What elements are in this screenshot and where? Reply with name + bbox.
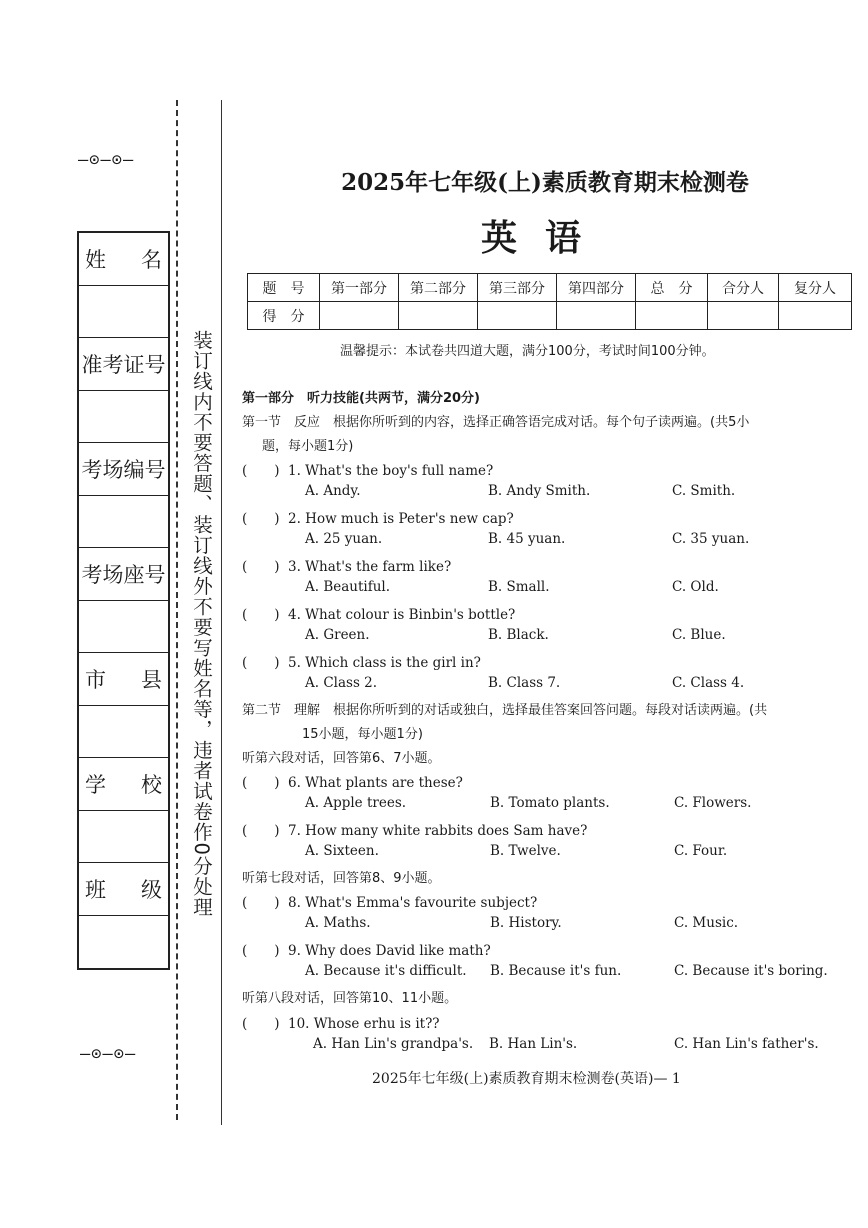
option-a: A. 25 yuan.	[305, 531, 383, 547]
option-a: A. Beautiful.	[305, 579, 391, 595]
option-c: C. Music.	[674, 915, 739, 931]
option-c: C. Class 4.	[672, 675, 745, 691]
option-c: C. Flowers.	[674, 795, 752, 811]
question-3: ( ) 3. What's the farm like?	[242, 555, 451, 575]
option-a: A. Maths.	[305, 915, 371, 931]
option-a: A. Apple trees.	[305, 795, 407, 811]
question-1: ( ) 1. What's the boy's full name?	[242, 459, 493, 479]
option-a: A. Because it's difficult.	[305, 963, 467, 979]
answer-bracket[interactable]: ( )	[242, 823, 280, 839]
score-cell-part2[interactable]	[399, 302, 478, 330]
question-4: ( ) 4. What colour is Binbin's bottle?	[242, 603, 515, 623]
name-label: 姓 名	[79, 233, 168, 286]
question-10: ( ) 10. Whose erhu is it??	[242, 1012, 440, 1032]
seat-no-label: 考场座号	[79, 548, 168, 601]
score-cell-part4[interactable]	[557, 302, 636, 330]
room-no-label: 考场编号	[79, 443, 168, 496]
score-table	[247, 273, 852, 330]
option-c: C. Four.	[674, 843, 728, 859]
score-table-cell: 总 分	[636, 274, 708, 302]
city-county-label: 市 县	[79, 653, 168, 706]
subject-title: 英语	[480, 217, 609, 259]
option-a: A. Class 2.	[305, 675, 378, 691]
decorative-divider-top: —⊙—⊙—	[78, 150, 135, 170]
score-table-cell: 第三部分	[478, 274, 557, 302]
answer-bracket[interactable]: ( )	[242, 943, 280, 959]
binding-solid-line	[221, 100, 222, 1125]
score-table-score-row	[248, 302, 852, 330]
student-info-box	[77, 231, 170, 970]
exam-tip: 温馨提示：本试卷共四道大题，满分100分，考试时间100分钟。	[340, 344, 715, 359]
dialog-8-instruction: 听第八段对话，回答第10、11小题。	[242, 991, 458, 1006]
question-6: ( ) 6. What plants are these?	[242, 771, 463, 791]
section2-instructions: 第二节 理解 根据你所听到的对话或独白，选择最佳答案回答问题。每段对话读两遍。(共	[242, 703, 768, 718]
option-c: C. Han Lin's father's.	[674, 1036, 819, 1052]
decorative-divider-bottom: —⊙—⊙—	[80, 1044, 137, 1064]
exam-id-field[interactable]	[79, 391, 168, 444]
part1-title: 第一部分 听力技能(共两节，满分20分)	[242, 391, 480, 406]
option-c: C. Blue.	[672, 627, 726, 643]
option-b: B. Class 7.	[488, 675, 561, 691]
score-row-label: 得 分	[248, 302, 320, 330]
answer-bracket[interactable]: ( )	[242, 559, 280, 575]
option-c: C. Smith.	[672, 483, 736, 499]
score-table-cell: 第二部分	[399, 274, 478, 302]
answer-bracket[interactable]: ( )	[242, 895, 280, 911]
binding-notice: 装订线内不要答题、装订线外不要写姓名等，违者试卷作0分处理	[190, 330, 213, 918]
score-cell-total[interactable]	[636, 302, 708, 330]
question-9: ( ) 9. Why does David like math?	[242, 939, 491, 959]
option-b: B. Small.	[488, 579, 550, 595]
answer-bracket[interactable]: ( )	[242, 775, 280, 791]
dialog-6-instruction: 听第六段对话，回答第6、7小题。	[242, 751, 441, 766]
answer-bracket[interactable]: ( )	[242, 511, 280, 527]
question-2: ( ) 2. How much is Peter's new cap?	[242, 507, 514, 527]
score-table-cell: 第四部分	[557, 274, 636, 302]
school-field[interactable]	[79, 811, 168, 864]
name-field[interactable]	[79, 286, 168, 339]
binding-dashed-line	[176, 100, 178, 1120]
option-b: B. Because it's fun.	[490, 963, 622, 979]
class-label: 班 级	[79, 863, 168, 916]
seat-no-field[interactable]	[79, 601, 168, 654]
dialog-7-instruction: 听第七段对话，回答第8、9小题。	[242, 871, 441, 886]
answer-bracket[interactable]: ( )	[242, 463, 280, 479]
answer-bracket[interactable]: ( )	[242, 655, 280, 671]
answer-bracket[interactable]: ( )	[242, 1016, 280, 1032]
answer-bracket[interactable]: ( )	[242, 607, 280, 623]
question-8: ( ) 8. What's Emma's favourite subject?	[242, 891, 537, 911]
score-table-cell: 合分人	[708, 274, 779, 302]
section2-instructions-cont: 15小题，每小题1分)	[302, 727, 423, 742]
exam-id-label: 准考证号	[79, 338, 168, 391]
option-b: B. Black.	[488, 627, 549, 643]
option-c: C. 35 yuan.	[672, 531, 750, 547]
option-a: A. Han Lin's grandpa's.	[313, 1036, 474, 1052]
score-table-header-row	[248, 274, 852, 302]
option-c: C. Old.	[672, 579, 719, 595]
option-a: A. Sixteen.	[305, 843, 379, 859]
option-c: C. Because it's boring.	[674, 963, 828, 979]
class-field[interactable]	[79, 916, 168, 969]
option-b: B. Andy Smith.	[488, 483, 591, 499]
option-b: B. History.	[490, 915, 562, 931]
option-b: B. Han Lin's.	[489, 1036, 578, 1052]
score-cell-reviewer[interactable]	[779, 302, 852, 330]
city-county-field[interactable]	[79, 706, 168, 759]
score-cell-part1[interactable]	[320, 302, 399, 330]
score-table-cell: 第一部分	[320, 274, 399, 302]
option-a: A. Green.	[305, 627, 370, 643]
page-footer: 2025年七年级(上)素质教育期末检测卷(英语)— 1	[372, 1071, 681, 1087]
option-b: B. 45 yuan.	[488, 531, 566, 547]
score-cell-part3[interactable]	[478, 302, 557, 330]
room-no-field[interactable]	[79, 496, 168, 549]
score-cell-tallier[interactable]	[708, 302, 779, 330]
option-a: A. Andy.	[305, 483, 361, 499]
option-b: B. Twelve.	[490, 843, 561, 859]
score-table-cell: 复分人	[779, 274, 852, 302]
question-7: ( ) 7. How many white rabbits does Sam have?	[242, 819, 587, 839]
section1-instructions-cont: 题，每小题1分)	[262, 439, 354, 454]
score-table-cell: 题 号	[248, 274, 320, 302]
section1-instructions: 第一节 反应 根据你所听到的内容，选择正确答语完成对话。每个句子读两遍。(共5小	[242, 415, 750, 430]
option-b: B. Tomato plants.	[490, 795, 610, 811]
question-5: ( ) 5. Which class is the girl in?	[242, 651, 481, 671]
school-label: 学 校	[79, 758, 168, 811]
exam-title: 2025年七年级(上)素质教育期末检测卷	[341, 169, 749, 196]
